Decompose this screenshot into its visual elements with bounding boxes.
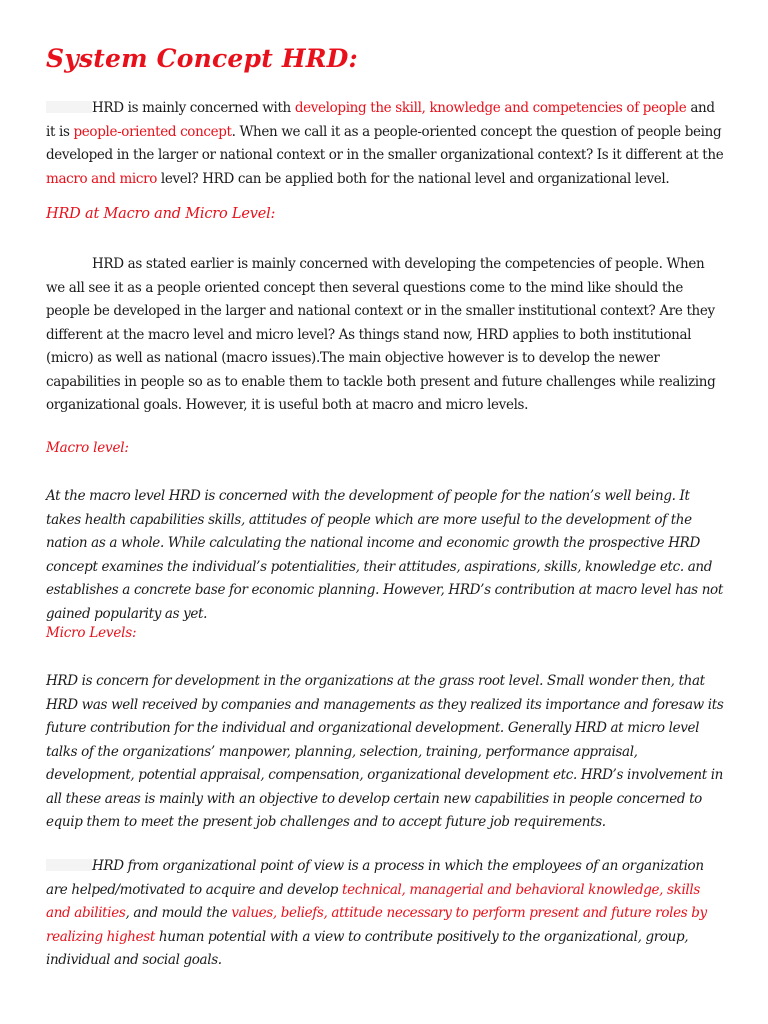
- final-highlight-knowledge: technical, managerial and behavioral knowledge, skills and abilities: [46, 881, 700, 921]
- intro-highlight-skills: developing the skill, knowledge and competencies of people: [294, 100, 687, 116]
- macro-micro-paragraph: [46, 253, 726, 418]
- final-paragraph: [46, 855, 726, 973]
- final-text-1: HRD from organizational point of view is a process in which the employees of an organization are helped/motivated to acquire and develop: [46, 858, 704, 898]
- macro-level-paragraph: At the macro level HRD is concerned with the development of people for the nation’s well being. It takes health capabilities skills, attitudes of people which are more useful to the development of the nation as a whole. While calculating the national income and economic growth the prospective HRD concept examines the individual’s potentialities, their attitudes, aspirations, skills, knowledge etc. and establishes a concrete base for economic planning. However, HRD’s contribution at macro level has not gained popularity as yet.: [46, 488, 723, 622]
- intro-paragraph: [46, 97, 726, 191]
- intro-text-1: HRD is mainly concerned with: [92, 100, 295, 116]
- final-highlight-values: values, beliefs, attitude necessary to perform present and future roles by realizing highest: [46, 905, 707, 945]
- indent-space: [46, 859, 92, 871]
- micro-levels-heading: Micro Levels:: [46, 625, 137, 641]
- intro-text-3: . When we call it as a people-oriented concept the question of people being developed in the larger or national context or in the smaller organizational context? Is it different at the: [46, 123, 724, 163]
- macro-level-heading: Macro level:: [46, 440, 129, 456]
- intro-text-4: level? HRD can be applied both for the national level and organizational level.: [156, 170, 670, 187]
- page-title: System Concept HRD:: [46, 44, 358, 73]
- final-text-3: human potential with a view to contribute positively to the organizational, group, individual and social goals.: [46, 928, 689, 968]
- indent-space: [46, 101, 92, 113]
- macro-micro-text: HRD as stated earlier is mainly concerned with developing the competencies of people. When we all see it as a people oriented concept then several questions come to the mind like should the people be developed in the larger and national context or in the smaller institutional context? Are they different at the macro level and micro level? As things stand now, HRD applies to both institutional (micro) as well as national (macro issues).The main objective however is to develop the newer capabilities in people so as to enable them to tackle both present and future challenges while realizing organizational goals. However, it is useful both at macro and micro levels.: [46, 256, 716, 413]
- intro-highlight-macro-micro: macro and micro: [46, 170, 157, 187]
- final-text-2: , and mould the: [125, 905, 232, 921]
- intro-text-2: and it is: [46, 100, 715, 140]
- micro-levels-paragraph: HRD is concern for development in the organizations at the grass root level. Small wonder then, that HRD was well received by companies and managements as they realized its importance and foresaw its future contribution for the individual and organizational development. Generally HRD at micro level talks of the organizations’ manpower, planning, selection, training, performance appraisal, development, potential appraisal, compensation, organizational development etc. HRD’s involvement in all these areas is mainly with an objective to develop certain new capabilities in people concerned to equip them to meet the present job challenges and to accept future job requirements.: [46, 673, 724, 830]
- section-heading-macro-micro: HRD at Macro and Micro Level:: [46, 206, 276, 222]
- intro-highlight-people-oriented: people-oriented concept: [73, 123, 232, 140]
